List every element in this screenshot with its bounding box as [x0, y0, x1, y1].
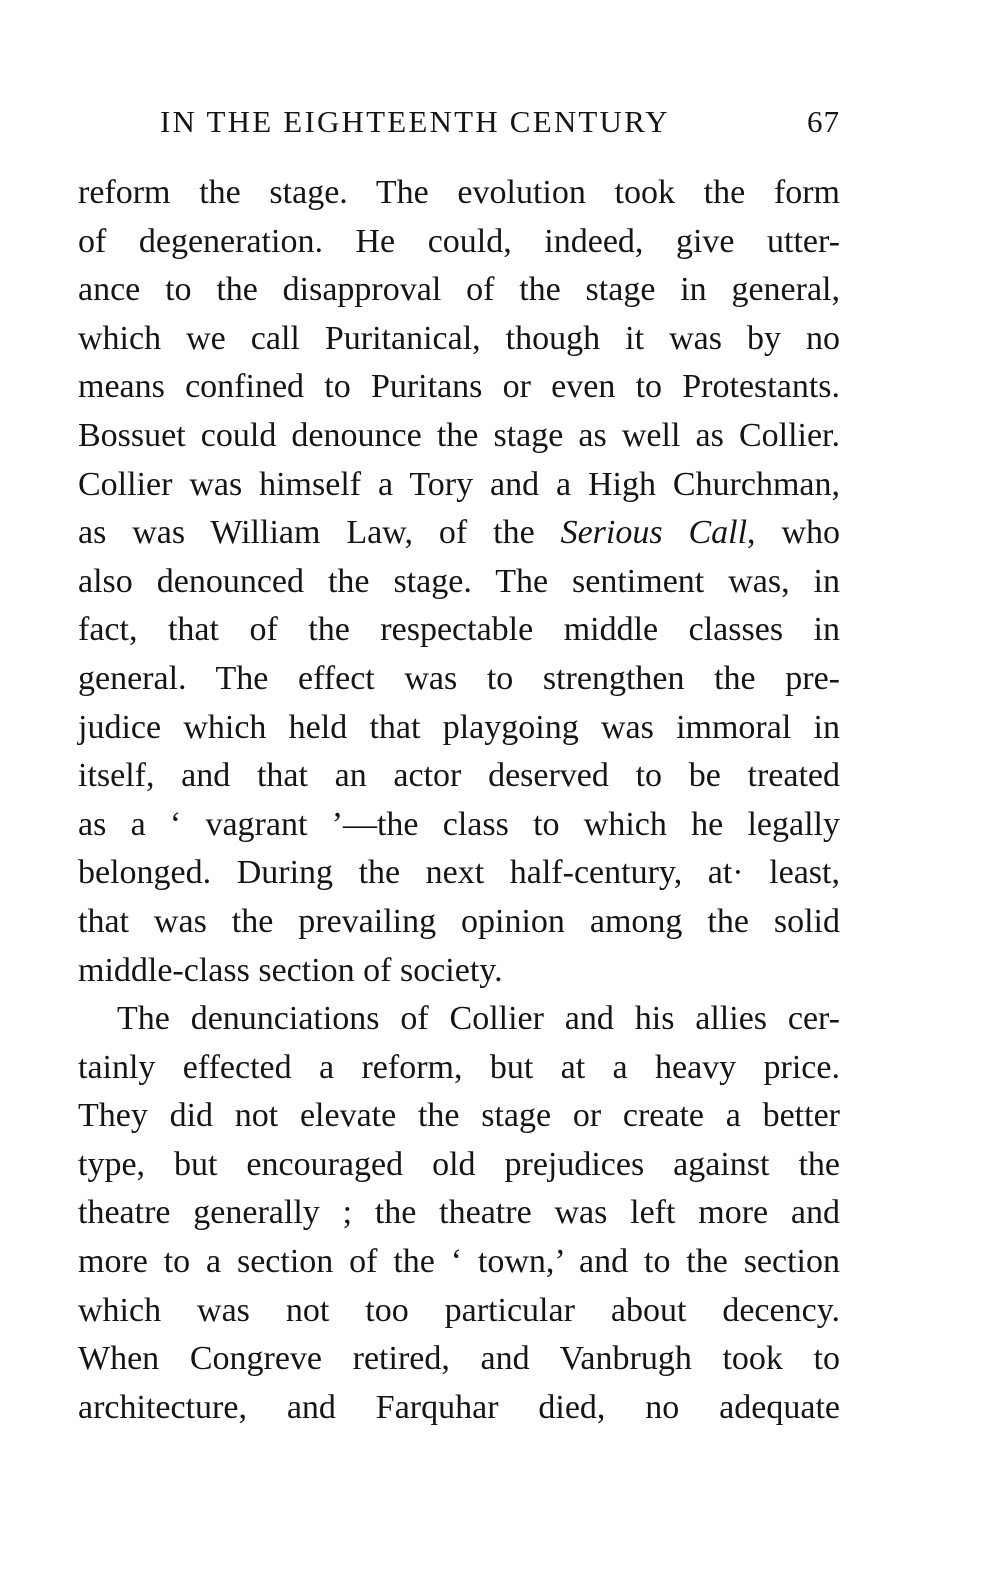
text-line: means confined to Puritans or even to Protestants. [78, 368, 840, 406]
text-line: belonged. During the next half-century, at· least, [78, 854, 840, 892]
text-line: fact, that of the respectable middle classes in [78, 611, 840, 649]
body-text [78, 169, 840, 1432]
text-line: They did not elevate the stage or create a better [78, 1097, 840, 1135]
text-line: Bossuet could denounce the stage as well as Collier. [78, 416, 840, 454]
text-line-with-title [78, 509, 840, 558]
text-line: architecture, and Farquhar died, no adequate [78, 1388, 840, 1426]
running-head [160, 101, 840, 143]
line-text-after-title: , who [747, 514, 840, 552]
text-line: that was the prevailing opinion among the solid [78, 902, 840, 940]
text-line: general. The effect was to strengthen the pre- [78, 659, 840, 697]
paragraph-last-line: middle-class section of society. [78, 951, 503, 989]
text-line: as a ‘ vagrant ’—the class to which he legally [78, 805, 840, 843]
text-line: tainly effected a reform, but at a heavy price. [78, 1048, 840, 1086]
text-line: judice which held that playgoing was immoral in [78, 708, 840, 746]
text-line: of degeneration. He could, indeed, give utter- [78, 222, 840, 260]
running-title: IN THE EIGHTEENTH CENTURY [160, 104, 670, 139]
line-text-before-title: as was William Law, of the [78, 514, 561, 552]
text-line: which we call Puritanical, though it was by no [78, 319, 840, 357]
paragraph-first-line: The denunciations of Collier and his allies cer- [117, 1000, 840, 1038]
text-line: ance to the disapproval of the stage in general, [78, 271, 840, 309]
text-line: Collier was himself a Tory and a High Churchman, [78, 465, 840, 503]
text-line: When Congreve retired, and Vanbrugh took to [78, 1340, 840, 1378]
paragraph-2 [78, 995, 840, 1432]
text-line: itself, and that an actor deserved to be treated [78, 757, 840, 795]
text-line: also denounced the stage. The sentiment was, in [78, 562, 840, 600]
italic-book-title: Serious Call [560, 514, 748, 552]
paragraph-1 [78, 169, 840, 995]
page-number: 67 [807, 104, 840, 139]
text-line: which was not too particular about decency. [78, 1291, 840, 1329]
text-line: type, but encouraged old prejudices against the [78, 1145, 840, 1183]
text-line: reform the stage. The evolution took the form [78, 174, 840, 211]
text-line: theatre generally ; the theatre was left more and [78, 1194, 840, 1232]
text-line: more to a section of the ‘ town,’ and to the section [78, 1243, 840, 1281]
